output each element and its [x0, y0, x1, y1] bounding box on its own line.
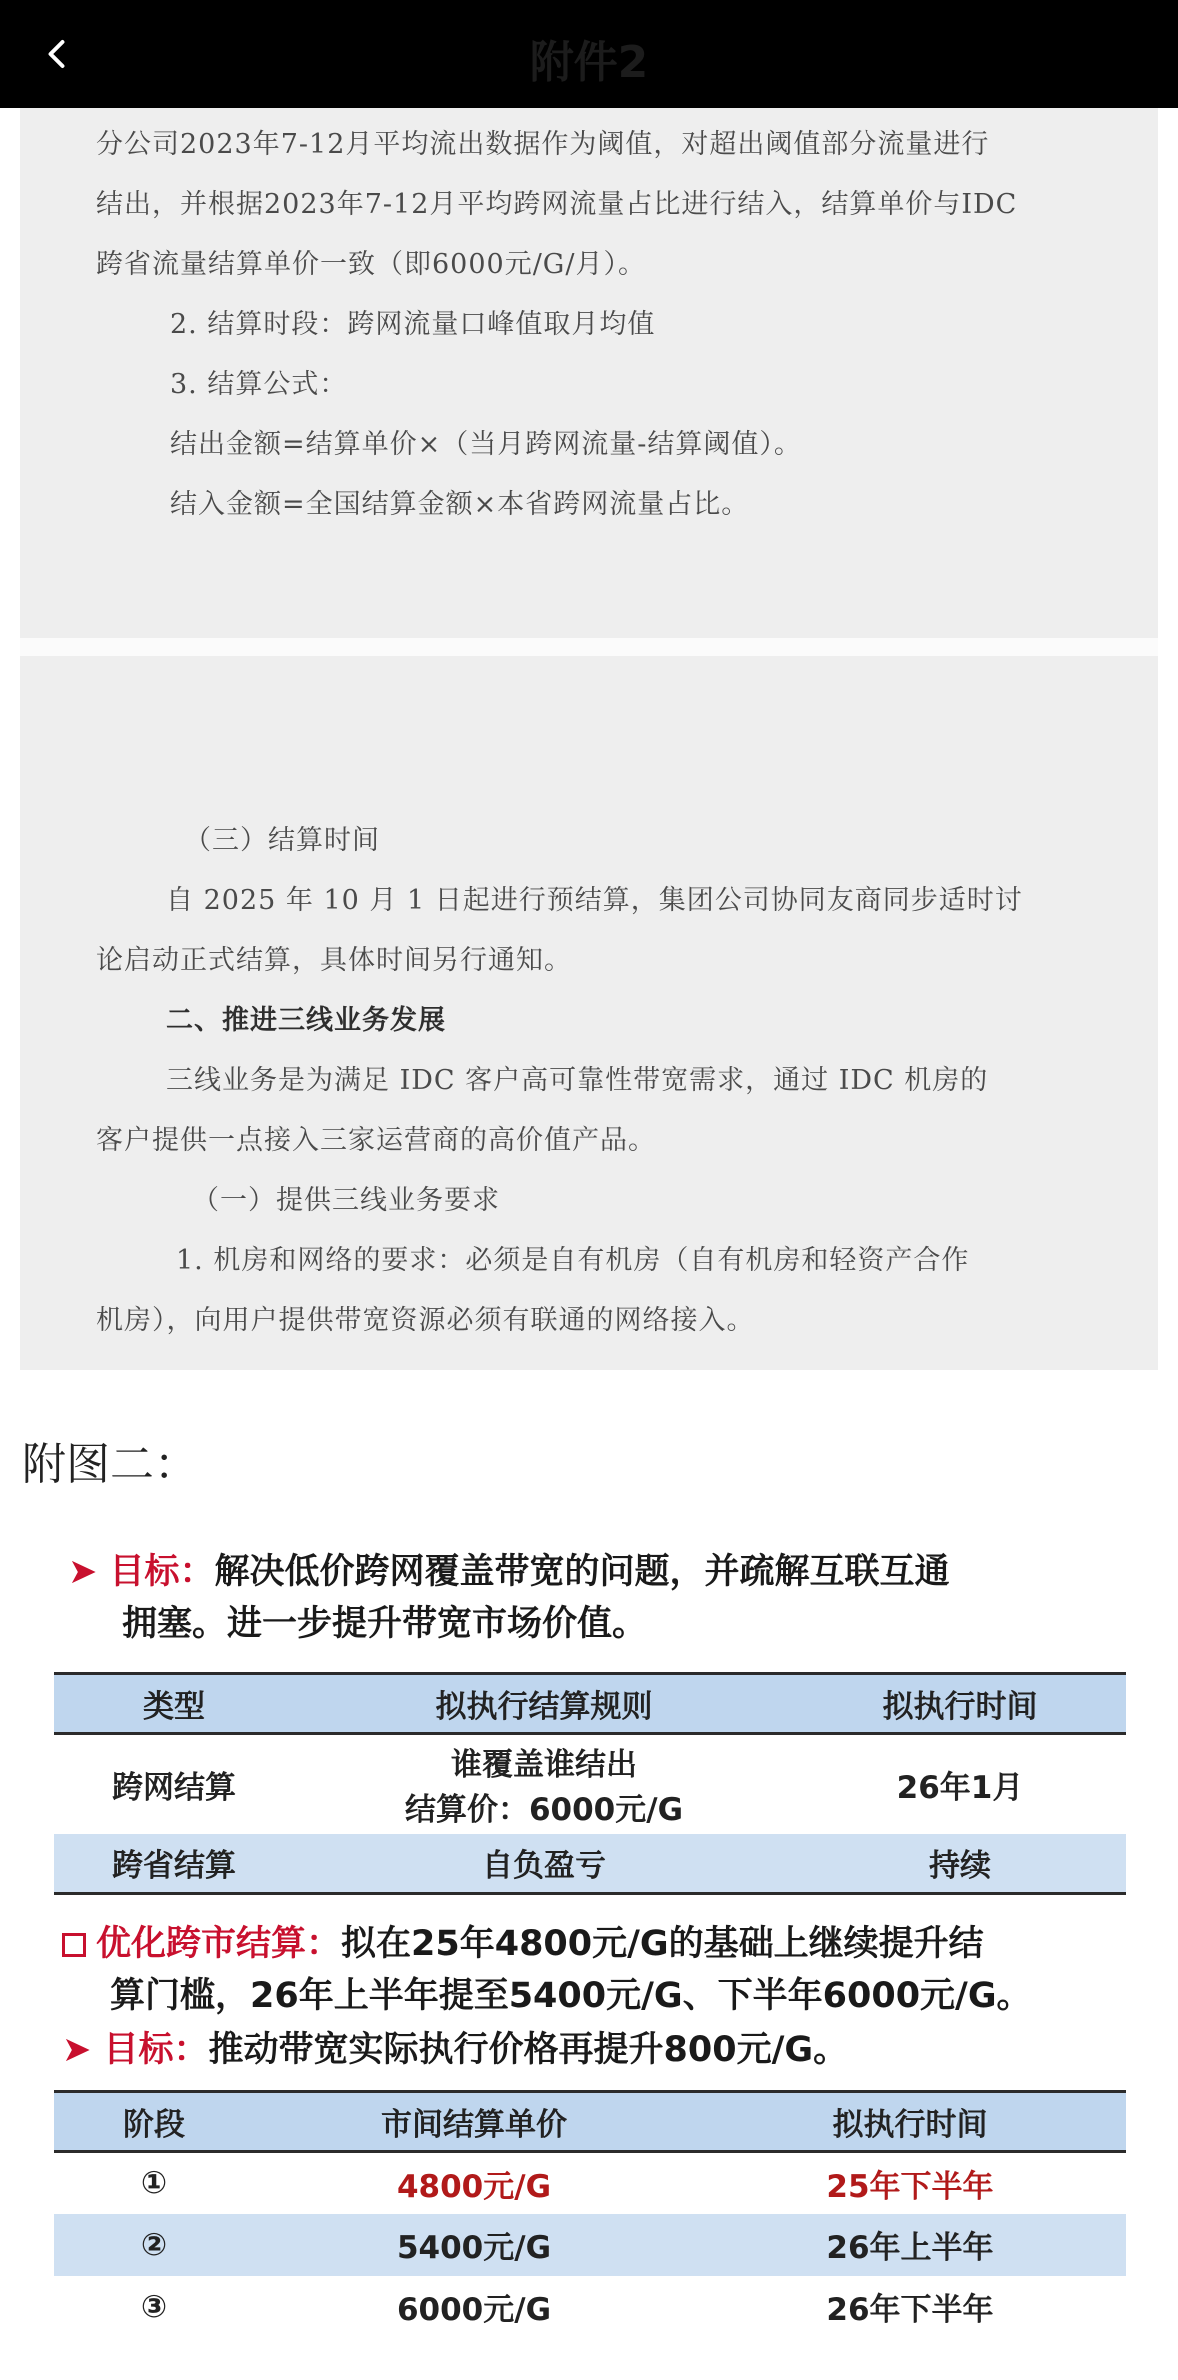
doc-line: 客户提供一点接入三家运营商的高价值产品。	[96, 1125, 656, 1156]
figure-caption: 附图二：	[22, 1439, 198, 1490]
doc-line: 跨省流量结算单价一致（即6000元/G/月）。	[96, 249, 646, 280]
square-bullet-icon	[62, 1933, 86, 1957]
table-cell: 25年下半年	[826, 2168, 994, 2205]
doc-heading: 二、推进三线业务发展	[166, 1005, 446, 1036]
table-row	[54, 2276, 1126, 2338]
rule-line: 谁覆盖谁结出	[451, 1747, 637, 1784]
arrow-marker-icon: ➤	[62, 2030, 92, 2070]
goal-text: 推动带宽实际执行价格再提升800元/G。	[208, 2030, 849, 2070]
doc-line: 三线业务是为满足 IDC 客户高可靠性带宽需求，通过 IDC 机房的	[166, 1065, 989, 1096]
table-header-cell: 阶段	[123, 2107, 185, 2143]
doc-line: 结入金额=全国结算金额×本省跨网流量占比。	[170, 489, 750, 520]
table-cell: 自负盈亏	[482, 1848, 606, 1885]
table-cell: ①	[140, 2165, 168, 2202]
doc-line: 结出，并根据2023年7-12月平均跨网流量占比进行结入，结算单价与IDC	[96, 189, 1018, 220]
table-cell: 跨省结算	[112, 1848, 236, 1885]
doc-line: 自 2025 年 10 月 1 日起进行预结算，集团公司协同友商同步适时讨	[166, 885, 1023, 916]
scanned-page-top	[20, 108, 1158, 638]
optimize-line-1	[62, 1916, 984, 1966]
table-cell: 跨网结算	[112, 1769, 236, 1806]
arrow-marker-icon: ➤	[68, 1552, 98, 1592]
table-header-cell: 拟执行时间	[882, 1689, 1038, 1725]
goal-label: 目标：	[109, 1552, 215, 1592]
doc-line: 结出金额=结算单价×（当月跨网流量-结算阈值）。	[170, 429, 802, 460]
doc-line: （一）提供三线业务要求	[192, 1185, 500, 1216]
optimize-line-2: 算门槛，26年上半年提至5400元/G、下半年6000元/G。	[110, 1976, 1032, 2016]
table-cell: 26年1月	[896, 1769, 1024, 1806]
optimize-text: 拟在25年4800元/G的基础上继续提升结	[341, 1924, 984, 1964]
doc-line: （三）结算时间	[184, 825, 380, 856]
goal-label: 目标：	[103, 2030, 209, 2070]
table-row	[54, 1734, 1126, 1834]
table-header-cell: 类型	[143, 1689, 205, 1725]
table-header-row	[54, 1674, 1126, 1734]
table-cell: ③	[140, 2288, 168, 2325]
table-header-cell: 拟执行时间	[832, 2107, 988, 2143]
goal-line-1b: 拥塞。进一步提升带宽市场价值。	[122, 1604, 648, 1644]
scanned-page-bottom	[20, 656, 1158, 1370]
table-header-row	[54, 2092, 1126, 2152]
doc-line: 分公司2023年7-12月平均流出数据作为阈值，对超出阈值部分流量进行	[96, 129, 990, 160]
table-cell: 持续	[929, 1848, 991, 1885]
table-cell: ②	[140, 2226, 168, 2263]
doc-line: 机房），向用户提供带宽资源必须有联通的网络接入。	[96, 1305, 755, 1336]
optimize-label: 优化跨市结算：	[96, 1924, 342, 1964]
goal-line-1	[68, 1544, 950, 1594]
page-divider	[20, 638, 1158, 656]
rule-line: 结算价：6000元/G	[404, 1792, 684, 1829]
table-header-cell: 拟执行结算规则	[435, 1689, 653, 1725]
goal-text: 解决低价跨网覆盖带宽的问题，并疏解互联互通	[214, 1552, 950, 1592]
page-title: 附件2	[529, 37, 649, 88]
slide-image	[26, 1530, 1152, 2330]
table-row	[54, 1834, 1126, 1894]
table-row	[54, 2152, 1126, 2214]
table-cell: 6000元/G	[396, 2292, 552, 2328]
top-bar	[0, 0, 1178, 108]
table-cell: 5400元/G	[396, 2230, 552, 2266]
stage-price-table	[54, 2090, 1126, 2338]
table-cell: 26年下半年	[826, 2292, 994, 2328]
table-row	[54, 2214, 1126, 2276]
table-cell: 4800元/G	[396, 2168, 552, 2205]
table-cell	[294, 1734, 794, 1834]
doc-line: 1. 机房和网络的要求：必须是自有机房（自有机房和轻资产合作	[176, 1245, 970, 1276]
settlement-type-table	[54, 1672, 1126, 1895]
goal-line-2	[62, 2022, 848, 2072]
doc-line: 2. 结算时段：跨网流量口峰值取月均值	[170, 309, 656, 340]
doc-line: 3. 结算公式：	[170, 369, 348, 400]
table-cell: 26年上半年	[826, 2230, 994, 2266]
doc-line: 论启动正式结算，具体时间另行通知。	[96, 945, 572, 976]
table-header-cell: 市间结算单价	[381, 2107, 567, 2143]
